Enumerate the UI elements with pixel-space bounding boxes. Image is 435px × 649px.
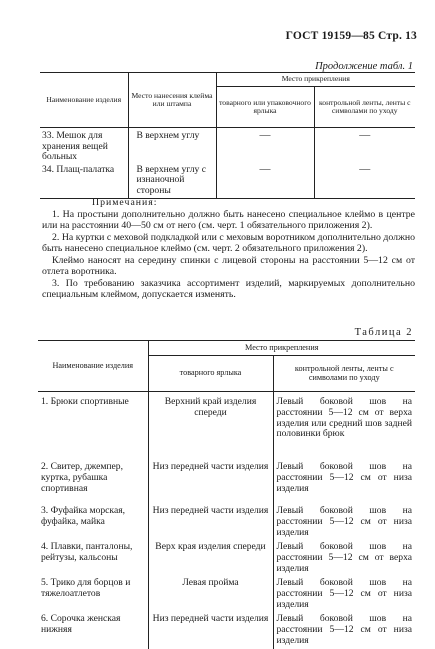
table-2-title: Таблица 2 (354, 327, 413, 338)
t2-row1-label: Верхний край изделия спереди (148, 392, 273, 460)
note-item: 1. На простыни дополнительно должно быть нанесено специальное клеймо в центре или на расстоянии 40—50 см от него (см. черт. 1 обязательного приложения 2). (42, 209, 415, 231)
t1-row1-tape: — (314, 128, 415, 164)
t2-row1-tape: Левый боковой шов на расстоянии 5—12 см от верха изделия или средний шов задней половинки брюк (273, 392, 415, 460)
t2-row3-label: Низ передней части изделия (148, 505, 273, 541)
table-row (38, 577, 415, 613)
t2-row4-name: 4. Плавки, панталоны, рейтузы, кальсоны (41, 541, 133, 563)
t2-row6-tape: Левый боковой шов на расстоянии 5—12 см от низа изделия (273, 613, 415, 649)
t2-row4-tape: Левый боковой шов на расстоянии 5—12 см от верха изделия (273, 541, 415, 577)
t2-row4-label: Верх края изделия спереди (148, 541, 273, 577)
t1-header-place: Место прикрепления (216, 73, 415, 87)
t1-header-name: Наименование изделия (40, 73, 128, 128)
t1-row1-label: — (216, 128, 314, 164)
table-1-continued (40, 72, 415, 199)
t1-row2-label: — (216, 164, 314, 198)
t2-row5-label: Левая пройма (148, 577, 273, 613)
table-row (40, 128, 415, 164)
t1-row2-mark: В верхнем углу с изнаночной стороны (128, 164, 216, 198)
t2-header-tape: контрольной ленты, ленты с символами по уходу (273, 356, 415, 392)
table-row (38, 392, 415, 460)
t2-row5-name: 5. Трико для борцов и тяжелоатлетов (41, 577, 131, 599)
notes-block (42, 197, 415, 301)
table-row (38, 613, 415, 649)
t1-header-label: товарного или упаковочного ярлыка (216, 87, 314, 128)
notes-title: Примечания: (92, 197, 158, 208)
table-2 (38, 340, 415, 649)
table-continuation-caption: Продолжение табл. 1 (315, 61, 413, 72)
t2-row1-name: 1. Брюки спортивные (41, 396, 129, 407)
t2-row2-tape: Левый боковой шов на расстоянии 5—12 см от низа изделия (273, 459, 415, 505)
t2-row5-tape: Левый боковой шов на расстоянии 5—12 см от низа изделия (273, 577, 415, 613)
t2-row6-name: 6. Сорочка женская нижняя (41, 613, 121, 635)
table-row (38, 541, 415, 577)
page-header: ГОСТ 19159—85 Стр. 13 (285, 30, 417, 42)
t1-row1-name: 33. Мешок для хранения вещей больных (42, 130, 108, 163)
t2-header-label: товарного ярлыка (148, 356, 273, 392)
t1-row2-name: 34. Плащ-палатка (42, 163, 115, 175)
table-row (38, 505, 415, 541)
t1-header-mark: Место нанесения клейма или штампа (128, 73, 216, 128)
t2-row3-name: 3. Фуфайка морская, фуфайка, майка (41, 505, 126, 527)
t1-row2-tape: — (314, 164, 415, 198)
t2-row3-tape: Левый боковой шов на расстоянии 5—12 см от низа изделия (273, 505, 415, 541)
note-item: 3. По требованию заказчика ассортимент изделий, маркируемых дополнительно специальным клеймом, допускается изменять. (42, 278, 415, 300)
note-item: Клеймо наносят на середину спинки с лицевой стороны на расстоянии 5—12 см от отлета воротника. (42, 255, 415, 277)
note-item: 2. На куртки с меховой подкладкой или с меховым воротником дополнительно должно быть нанесено специальное клеймо (см. черт. 2 обязательного приложения 2). (42, 232, 415, 254)
t1-row1-mark: В верхнем углу (128, 128, 216, 164)
t2-row2-label: Низ передней части изделия (148, 459, 273, 505)
t2-row6-label: Низ передней части изделия (148, 613, 273, 649)
t2-header-place: Место прикрепления (148, 341, 415, 356)
table-row (40, 164, 415, 198)
t2-row2-name: 2. Свитер, джемпер, куртка, рубашка спортивная (41, 461, 124, 494)
table-row (38, 459, 415, 505)
t2-header-name: Наименование изделия (38, 341, 148, 392)
t1-header-tape: контрольной ленты, ленты с символами по уходу (314, 87, 415, 128)
